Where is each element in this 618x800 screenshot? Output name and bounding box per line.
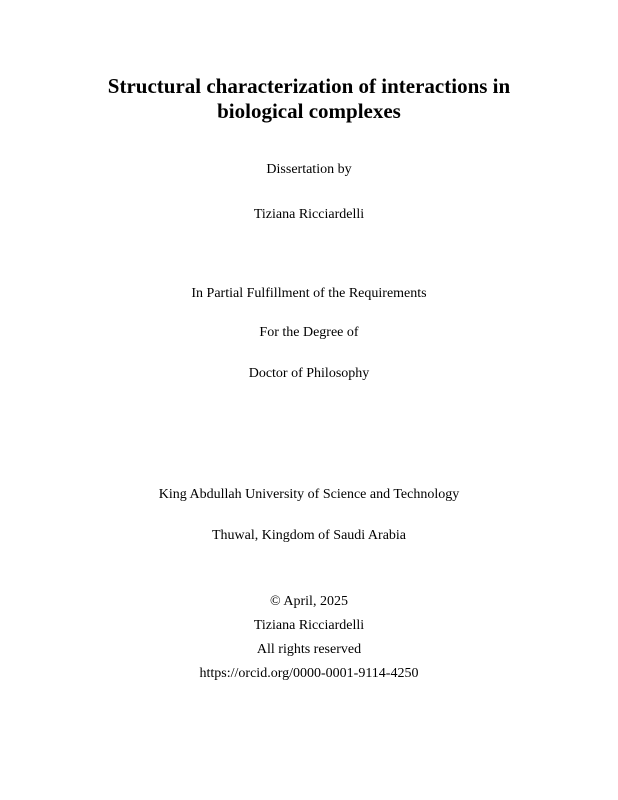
requirements-line: In Partial Fulfillment of the Requirements [191,286,427,301]
rights-statement: All rights reserved [256,642,362,657]
degree-name: Doctor of Philosophy [248,366,370,381]
degree-intro: For the Degree of [259,325,359,340]
dissertation-label: Dissertation by [266,162,352,177]
title-line-2: biological complexes [217,99,401,123]
copyright-holder: Tiziana Ricciardelli [253,618,365,633]
copyright-date: © April, 2025 [270,594,348,609]
author-name: Tiziana Ricciardelli [253,207,365,222]
institution-location: Thuwal, Kingdom of Saudi Arabia [211,528,407,543]
orcid-link[interactable]: https://orcid.org/0000-0001-9114-4250 [199,666,419,681]
institution-name: King Abdullah University of Science and Technology [158,487,460,502]
title-line-1: Structural characterization of interactions in [107,74,511,98]
